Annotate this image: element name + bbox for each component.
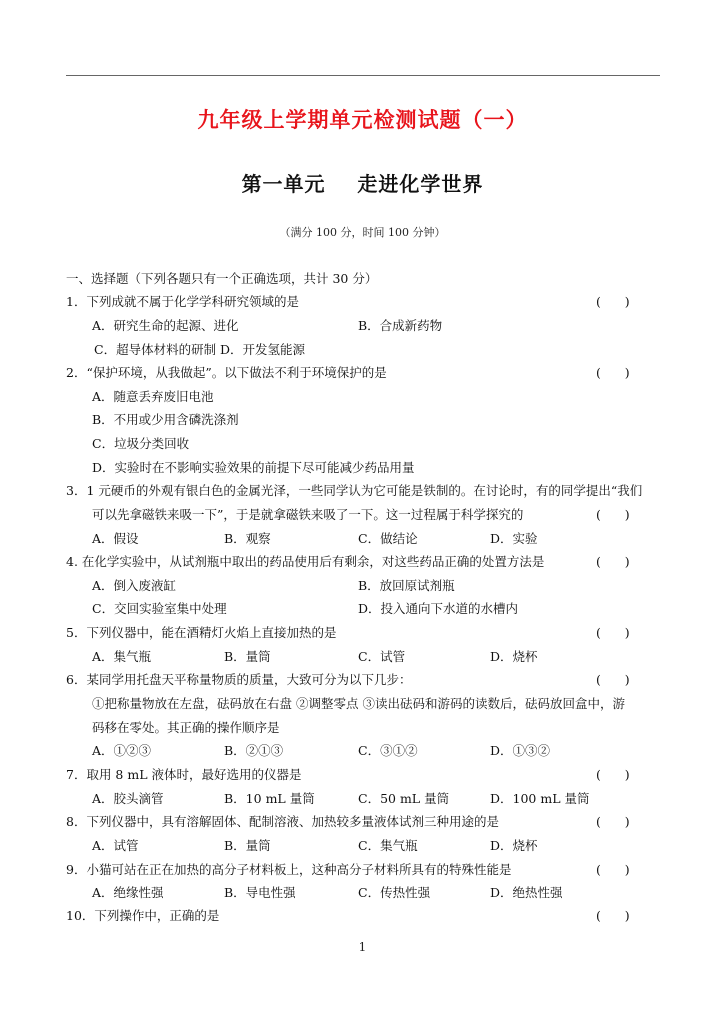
question-4-option-b: B．放回原试剂瓶 <box>358 578 455 593</box>
question-5-option-c: C．试管 <box>358 649 406 664</box>
answer-bracket-3: ( ) <box>596 507 630 522</box>
question-7-stem: 7．取用 8 mL 液体时，最好选用的仪器是 <box>66 767 302 782</box>
answer-bracket-2: ( ) <box>596 365 630 380</box>
question-8-option-a: A．试管 <box>92 838 139 853</box>
question-4-option-a: A．倒入废液缸 <box>92 578 177 593</box>
answer-bracket-6: ( ) <box>596 672 630 687</box>
question-2-option-a: A．随意丢弃废旧电池 <box>92 389 214 404</box>
section-heading: 一、选择题（下列各题只有一个正确选项，共计 30 分） <box>66 271 378 286</box>
answer-bracket-10: ( ) <box>596 908 630 923</box>
question-7-option-a: A．胶头滴管 <box>92 791 164 806</box>
question-9-option-a: A．绝缘性强 <box>92 885 164 900</box>
question-9-stem: 9．小猫可站在正在加热的高分子材料板上，这种高分子材料所具有的特殊性能是 <box>66 862 512 877</box>
question-5-stem: 5．下列仪器中，能在酒精灯火焰上直接加热的是 <box>66 625 337 640</box>
question-5-option-a: A．集气瓶 <box>92 649 152 664</box>
question-8-option-c: C．集气瓶 <box>358 838 418 853</box>
question-2-option-b: B．不用或少用含磷洗涤剂 <box>92 412 239 427</box>
question-8-option-b: B．量筒 <box>224 838 271 853</box>
question-8-stem: 8．下列仪器中，具有溶解固体、配制溶液、加热较多量液体试剂三种用途的是 <box>66 814 499 829</box>
question-9-option-d: D．绝热性强 <box>490 885 563 900</box>
question-8-option-d: D．烧杯 <box>490 838 538 853</box>
header-rule <box>66 75 660 76</box>
question-6-stem: 6．某同学用托盘天平称量物质的质量，大致可分为以下几步： <box>66 672 412 687</box>
question-3-option-c: C．做结论 <box>358 531 418 546</box>
question-10-stem: 10．下列操作中，正确的是 <box>66 908 220 923</box>
question-7-option-b: B．10 mL 量筒 <box>224 791 315 806</box>
question-1-option-cd: C．超导体材料的研制 D．开发氢能源 <box>94 342 306 357</box>
page-number: 1 <box>358 940 367 954</box>
question-7-option-d: D．100 mL 量筒 <box>490 791 590 806</box>
question-5-option-d: D．烧杯 <box>490 649 538 664</box>
question-6-option-d: D．①③② <box>490 743 551 758</box>
page-title: 九年级上学期单元检测试题（一） <box>197 107 528 132</box>
answer-bracket-7: ( ) <box>596 767 630 782</box>
answer-bracket-1: ( ) <box>596 294 630 309</box>
unit-subtitle: 第一单元 走进化学世界 <box>241 172 484 196</box>
question-1-option-a: A．研究生命的起源、进化 <box>92 318 239 333</box>
question-4-option-d: D．投入通向下水道的水槽内 <box>358 601 519 616</box>
answer-bracket-5: ( ) <box>596 625 630 640</box>
question-3-option-d: D．实验 <box>490 531 538 546</box>
question-2-option-c: C．垃圾分类回收 <box>92 436 190 451</box>
question-9-option-b: B．导电性强 <box>224 885 296 900</box>
question-6-steps-line1: ①把称量物放在左盘，砝码放在右盘 ②调整零点 ③读出砝码和游码的读数后，砝码放回盒中，游 <box>92 696 625 711</box>
answer-bracket-8: ( ) <box>596 814 630 829</box>
question-4-option-c: C．交回实验室集中处理 <box>92 601 227 616</box>
answer-bracket-4: ( ) <box>596 554 630 569</box>
question-6-option-c: C．③①② <box>358 743 418 758</box>
question-2-stem: 2．“保护环境，从我做起”。以下做法不利于环境保护的是 <box>66 365 387 380</box>
question-1-option-b: B．合成新药物 <box>358 318 443 333</box>
question-3-option-a: A．假设 <box>92 531 139 546</box>
answer-bracket-9: ( ) <box>596 862 630 877</box>
question-4-stem: 4. 在化学实验中，从试剂瓶中取出的药品使用后有剩余，对这些药品正确的处置方法是 <box>66 554 545 569</box>
question-5-option-b: B．量筒 <box>224 649 271 664</box>
score-time-info: （满分 100 分，时间 100 分钟） <box>279 226 446 239</box>
question-9-option-c: C．传热性强 <box>358 885 431 900</box>
question-3-option-b: B．观察 <box>224 531 271 546</box>
question-3-stem-line1: 3．1 元硬币的外观有银白色的金属光泽，一些同学认为它可能是铁制的。在讨论时，有的同学提出“我们 <box>66 483 643 498</box>
question-1-stem: 1．下列成就不属于化学学科研究领域的是 <box>66 294 299 309</box>
question-7-option-c: C．50 mL 量筒 <box>358 791 450 806</box>
question-6-option-a: A．①②③ <box>92 743 152 758</box>
question-6-steps-line2: 码移在零处。其正确的操作顺序是 <box>92 720 280 735</box>
question-2-option-d: D．实验时在不影响实验效果的前提下尽可能减少药品用量 <box>92 460 415 475</box>
question-3-stem-line2: 可以先拿磁铁来吸一下”，于是就拿磁铁来吸了一下。这一过程属于科学探究的 <box>92 507 524 522</box>
question-6-option-b: B．②①③ <box>224 743 284 758</box>
